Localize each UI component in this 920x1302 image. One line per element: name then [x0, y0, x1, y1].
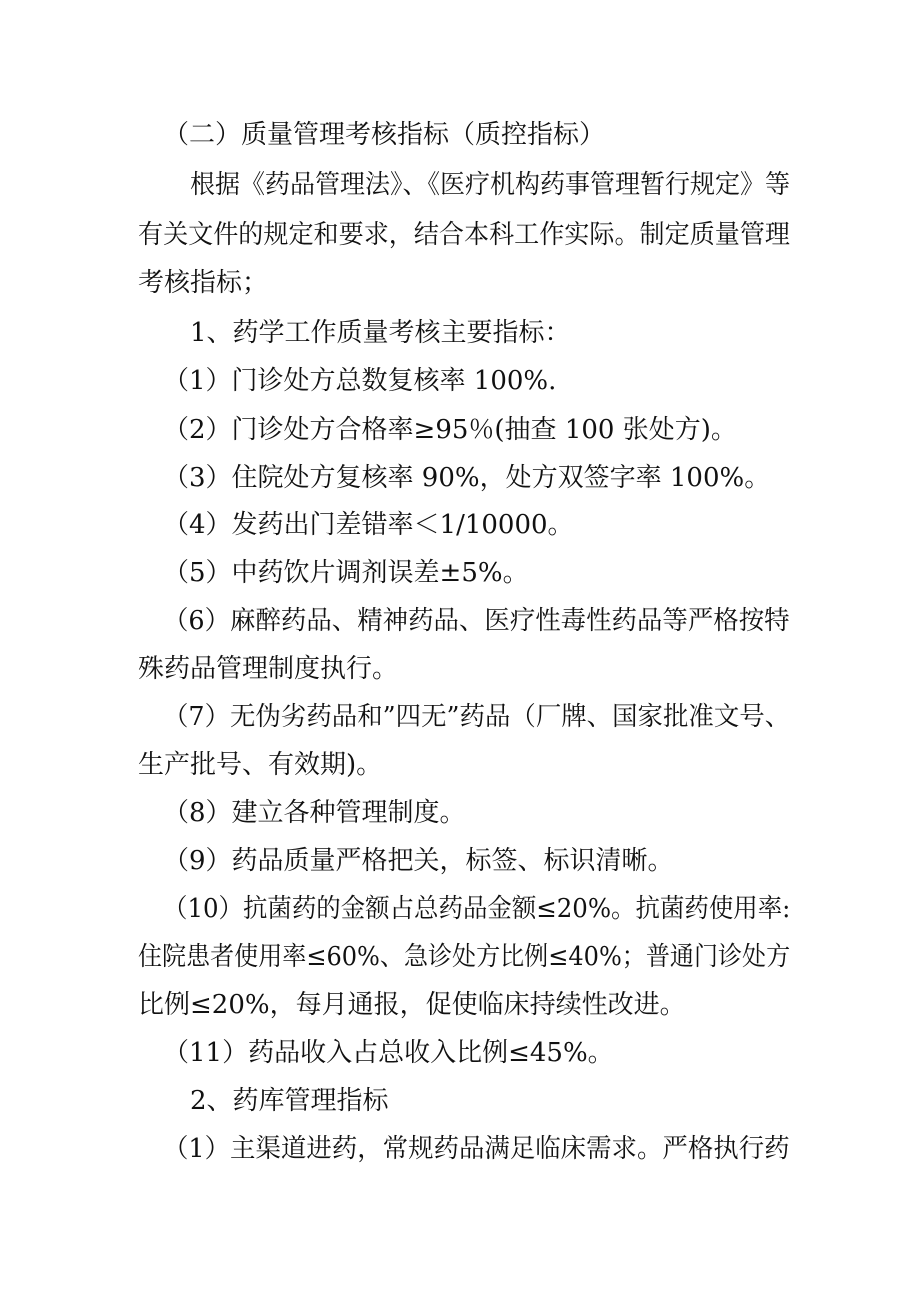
list-item: （10）抗菌药的金额占总药品金额≤20%。抗菌药使用率: — [163, 894, 791, 924]
list-item: （3）住院处方复核率 90%，处方双签字率 100%。 — [163, 463, 771, 493]
list-item: （6）麻醉药品、精神药品、医疗性毒性药品等严格按特 — [163, 606, 790, 636]
list-item: （11）药品收入占总收入比例≤45%。 — [163, 1038, 614, 1068]
list-item: 殊药品管理制度执行。 — [138, 654, 399, 684]
intro-line: 有关文件的规定和要求，结合本科工作实际。制定质量管理 — [138, 220, 791, 250]
list-item: 住院患者使用率≤60%、急诊处方比例≤40%；普通门诊处方 — [138, 942, 791, 972]
list-item: 生产批号、有效期)。 — [138, 750, 383, 780]
intro-line: 考核指标； — [138, 268, 269, 298]
intro-line: 根据《药品管理法》、《医疗机构药事管理暂行规定》等 — [190, 170, 790, 200]
subsection-heading: 1、药学工作质量考核主要指标： — [190, 318, 571, 348]
list-item: （5）中药饮片调剂误差±5%。 — [163, 558, 529, 588]
section-heading: （二）质量管理考核指标（质控指标） — [163, 120, 606, 150]
list-item: （7）无伪劣药品和”四无”药品（厂牌、国家批准文号、 — [163, 702, 791, 732]
list-item: （1）主渠道进药，常规药品满足临床需求。严格执行药 — [163, 1134, 790, 1164]
list-item: （2）门诊处方合格率≥95％(抽查 100 张处方)。 — [163, 415, 737, 445]
list-item: 比例≤20%，每月通报，促使临床持续性改进。 — [138, 990, 686, 1020]
list-item: （4）发药出门差错率＜1/10000。 — [163, 510, 574, 540]
list-item: （1）门诊处方总数复核率 100%. — [163, 366, 557, 396]
subsection-heading: 2、药库管理指标 — [190, 1086, 389, 1116]
list-item: （9）药品质量严格把关，标签、标识清晰。 — [163, 846, 674, 876]
list-item: （8）建立各种管理制度。 — [163, 798, 466, 828]
